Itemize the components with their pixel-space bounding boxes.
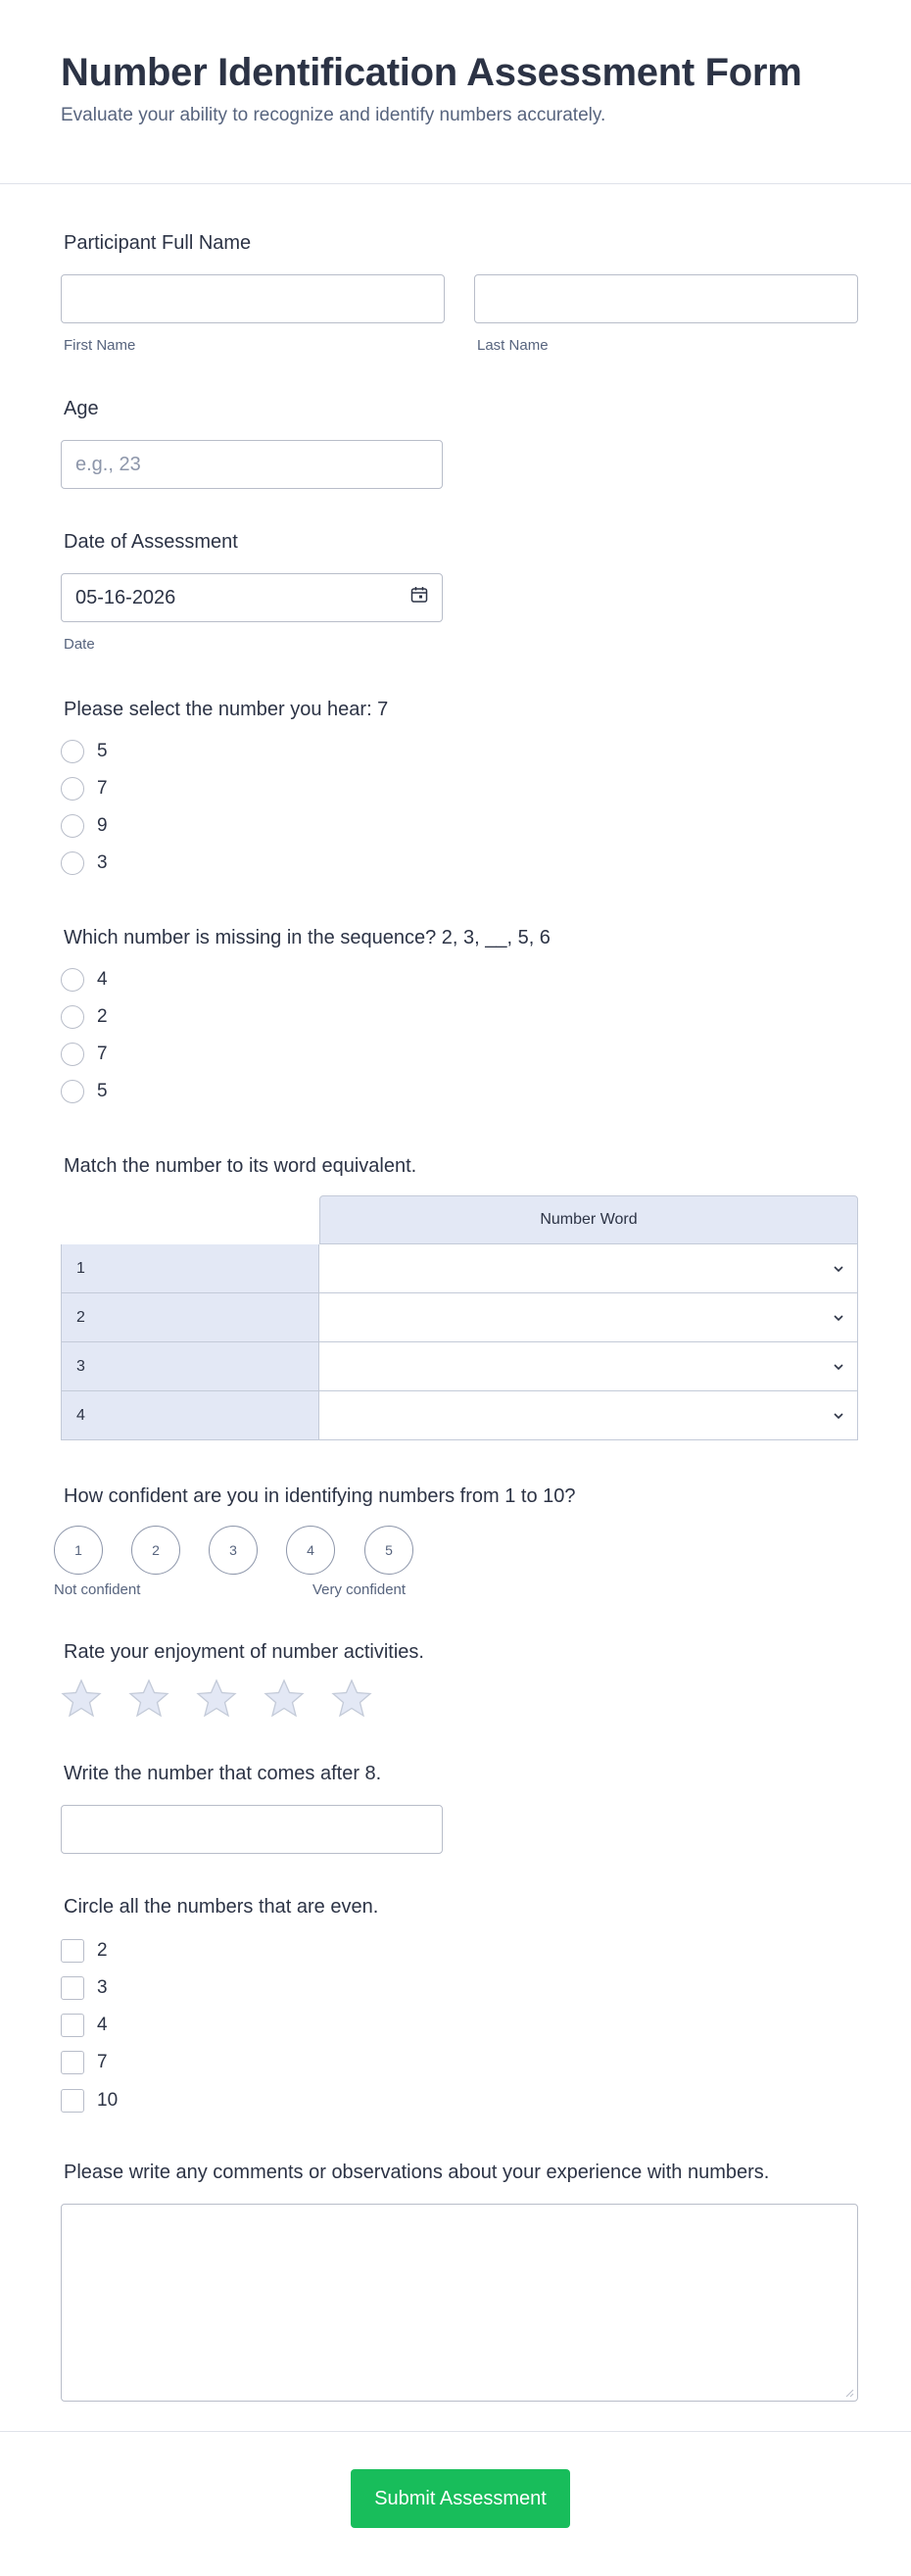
radio-option[interactable] — [61, 1043, 108, 1066]
radio-option[interactable] — [61, 851, 108, 875]
scale-min-label: Not confident — [54, 1581, 141, 1598]
radio-button[interactable] — [61, 851, 84, 875]
age-label: Age — [64, 398, 99, 419]
date-value: 05-16-2026 — [75, 586, 176, 608]
checkbox-option-label: 3 — [97, 1977, 108, 1998]
radio-button[interactable] — [61, 1005, 84, 1029]
matrix-row — [61, 1391, 858, 1440]
radio-option-label: 4 — [97, 969, 108, 990]
matrix-dropdown[interactable] — [319, 1244, 858, 1293]
even-question-label: Circle all the numbers that are even. — [64, 1896, 379, 1918]
matrix-table — [61, 1195, 858, 1440]
matrix-row-header: 2 — [61, 1293, 319, 1342]
star-icon[interactable] — [331, 1678, 372, 1718]
radio-option[interactable] — [61, 814, 108, 838]
radio-option[interactable] — [61, 777, 108, 801]
checkbox-option-label: 2 — [97, 1940, 108, 1961]
star-icon[interactable] — [196, 1678, 237, 1718]
submit-button[interactable]: Submit Assessment — [351, 2469, 570, 2528]
calendar-icon[interactable] — [410, 586, 428, 609]
scale-option-5[interactable]: 5 — [364, 1526, 413, 1575]
checkbox[interactable] — [61, 2051, 84, 2074]
radio-option[interactable] — [61, 1005, 108, 1029]
form-title: Number Identification Assessment Form — [61, 51, 802, 94]
chevron-down-icon — [832, 1360, 845, 1374]
matrix-column-header: Number Word — [319, 1195, 858, 1244]
radio-option-label: 7 — [97, 1044, 108, 1064]
missing-question-label: Which number is missing in the sequence? 2, 3, __, 5, 6 — [64, 927, 551, 948]
date-sublabel: Date — [64, 636, 95, 653]
comments-textarea[interactable] — [61, 2204, 858, 2402]
last-name-sublabel: Last Name — [477, 337, 549, 354]
radio-button[interactable] — [61, 1043, 84, 1066]
matrix-label: Match the number to its word equivalent. — [64, 1155, 417, 1177]
star-icon[interactable] — [128, 1678, 169, 1718]
scale-option-3[interactable]: 3 — [209, 1526, 258, 1575]
date-label: Date of Assessment — [64, 531, 238, 553]
checkbox[interactable] — [61, 1976, 84, 2000]
first-name-input[interactable] — [61, 274, 445, 323]
chevron-down-icon — [832, 1311, 845, 1325]
full-name-label: Participant Full Name — [64, 232, 252, 254]
radio-option-label: 5 — [97, 1081, 108, 1101]
checkbox[interactable] — [61, 2089, 84, 2113]
matrix-row — [61, 1244, 858, 1293]
checkbox-option-label: 4 — [97, 2015, 108, 2035]
radio-option-label: 2 — [97, 1006, 108, 1027]
age-input[interactable] — [61, 440, 443, 489]
checkbox[interactable] — [61, 1939, 84, 1963]
radio-button[interactable] — [61, 777, 84, 801]
checkbox-option-label: 10 — [97, 2090, 119, 2111]
matrix-row-header: 3 — [61, 1342, 319, 1391]
scale-option-1[interactable]: 1 — [54, 1526, 103, 1575]
checkbox-option[interactable] — [61, 1939, 108, 1963]
matrix-row — [61, 1342, 858, 1391]
hear-question-label: Please select the number you hear: 7 — [64, 699, 389, 720]
form-header — [0, 0, 911, 184]
matrix-corner — [61, 1195, 319, 1244]
radio-option-label: 3 — [97, 852, 108, 873]
confidence-label: How confident are you in identifying numbers from 1 to 10? — [64, 1485, 576, 1507]
comments-label: Please write any comments or observations about your experience with numbers. — [64, 2162, 770, 2183]
form-subtitle: Evaluate your ability to recognize and identify numbers accurately. — [61, 105, 606, 125]
scale-max-label: Very confident — [312, 1581, 407, 1598]
checkbox-option[interactable] — [61, 2089, 118, 2113]
last-name-input[interactable] — [474, 274, 858, 323]
radio-button[interactable] — [61, 1080, 84, 1103]
radio-button[interactable] — [61, 968, 84, 992]
radio-button[interactable] — [61, 740, 84, 763]
matrix-row-header: 4 — [61, 1391, 319, 1440]
footer-divider — [0, 2431, 911, 2432]
checkbox-option[interactable] — [61, 1976, 108, 2000]
date-input[interactable] — [61, 573, 443, 622]
checkbox-option[interactable] — [61, 2014, 108, 2037]
scale-option-2[interactable]: 2 — [131, 1526, 180, 1575]
radio-option[interactable] — [61, 740, 108, 763]
radio-option[interactable] — [61, 1080, 108, 1103]
matrix-dropdown[interactable] — [319, 1293, 858, 1342]
radio-option-label: 5 — [97, 741, 108, 761]
radio-option[interactable] — [61, 968, 108, 992]
after8-input[interactable] — [61, 1805, 443, 1854]
checkbox[interactable] — [61, 2014, 84, 2037]
resize-handle-icon[interactable] — [844, 2388, 854, 2398]
matrix-dropdown[interactable] — [319, 1391, 858, 1440]
checkbox-option[interactable] — [61, 2051, 108, 2074]
matrix-row — [61, 1293, 858, 1342]
radio-option-label: 9 — [97, 815, 108, 836]
chevron-down-icon — [832, 1409, 845, 1423]
chevron-down-icon — [832, 1262, 845, 1276]
checkbox-option-label: 7 — [97, 2052, 108, 2072]
scale-option-4[interactable]: 4 — [286, 1526, 335, 1575]
enjoyment-label: Rate your enjoyment of number activities. — [64, 1641, 424, 1663]
star-icon[interactable] — [61, 1678, 102, 1718]
matrix-row-header: 1 — [61, 1244, 319, 1293]
first-name-sublabel: First Name — [64, 337, 136, 354]
after8-label: Write the number that comes after 8. — [64, 1763, 382, 1784]
matrix-dropdown[interactable] — [319, 1342, 858, 1391]
radio-button[interactable] — [61, 814, 84, 838]
star-icon[interactable] — [264, 1678, 305, 1718]
radio-option-label: 7 — [97, 778, 108, 799]
